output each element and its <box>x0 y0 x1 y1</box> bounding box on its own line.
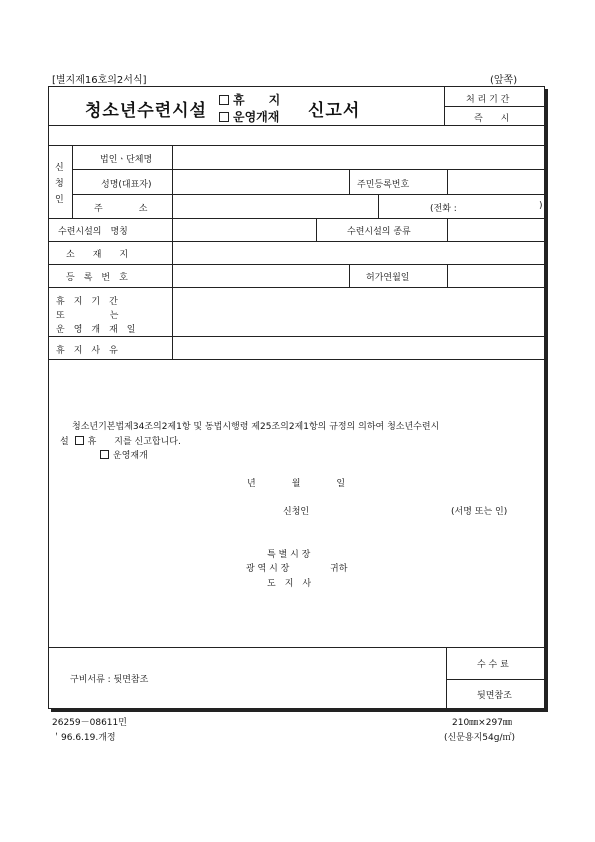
footer-revision: ＇96.6.19.개정 <box>52 733 116 743</box>
checkbox-icon[interactable] <box>75 436 84 445</box>
suspension-reason-label: 휴 지 사 유 <box>56 346 118 356</box>
phone-close: ) <box>539 201 543 211</box>
facility-name-field[interactable] <box>174 220 314 239</box>
signer-label: 신청인 <box>283 507 310 517</box>
facility-type-field[interactable] <box>449 220 543 239</box>
statement-line-2: 설 휴 지를 신고합니다. <box>60 437 181 447</box>
suspension-period-field[interactable] <box>174 289 543 334</box>
title-option-suspend[interactable]: 휴 지 <box>219 91 280 108</box>
permit-date-label: 허가연월일 <box>366 273 410 283</box>
frame-shadow-bottom <box>51 709 548 712</box>
address-label: 주 소 <box>94 204 148 214</box>
frame-shadow-right <box>545 89 548 712</box>
org-name-field[interactable] <box>174 147 543 167</box>
checkbox-icon[interactable] <box>100 450 109 459</box>
suspension-period-label: 휴 지 기 간 <box>56 297 118 307</box>
processing-period-label: 처 리 기 간 <box>466 95 510 105</box>
form-number: [별지제16호의2서식] <box>52 75 147 86</box>
paper-type: (신문용지54g/㎡) <box>444 733 515 743</box>
required-documents: 구비서류 : 뒷면참조 <box>70 675 149 685</box>
paper-size: 210㎜×297㎜ <box>452 718 512 728</box>
fee-label: 수 수 료 <box>477 660 509 670</box>
checkbox-icon[interactable] <box>219 112 229 122</box>
sign-hint: (서명 또는 인) <box>451 507 508 517</box>
fee-value: 뒷면참조 <box>477 691 512 701</box>
statement-line-3: 운영재개 <box>100 448 148 461</box>
form-title: 청소년수련시설 <box>85 101 207 121</box>
recipient-line-3: 도 지 사 <box>267 579 312 589</box>
phone-label: (전화 : <box>430 204 457 214</box>
representative-label: 성명(대표자) <box>101 180 152 190</box>
registration-number-label: 등 록 번 호 <box>66 273 128 283</box>
statement-line-1: 청소년기본법제34조의2제1항 및 동법시행령 제25조의2제1항의 규정의 의하여 청소년수련시 <box>72 422 440 432</box>
recipient-honorific: 귀하 <box>330 564 348 574</box>
org-name-label: 법인ㆍ단체명 <box>100 155 153 165</box>
footer-code: 26259－08611민 <box>52 718 127 728</box>
address-field[interactable] <box>174 196 376 216</box>
suspension-reason-field[interactable] <box>174 338 543 357</box>
checkbox-icon[interactable] <box>219 95 229 105</box>
facility-name-label: 수련시설의 명칭 <box>58 227 128 237</box>
resident-number-field[interactable] <box>449 171 543 192</box>
processing-period-value: 즉 시 <box>474 114 510 124</box>
applicant-label-2: 청 <box>55 179 64 189</box>
date-line: 년 월 일 <box>247 479 346 489</box>
title-option-resume[interactable]: 운영개재 <box>219 108 279 125</box>
location-field[interactable] <box>174 243 543 262</box>
page-side: (앞쪽) <box>490 75 518 86</box>
permit-date-field[interactable] <box>449 266 543 285</box>
resume-date-label: 운 영 개 재 일 <box>56 325 136 335</box>
facility-type-label: 수련시설의 종류 <box>347 227 411 237</box>
recipient-line-2: 광 역 시 장 <box>246 564 290 574</box>
recipient-line-1: 특 별 시 장 <box>267 550 311 560</box>
suspension-or-label: 또 는 <box>56 311 119 321</box>
representative-field[interactable] <box>174 171 347 192</box>
registration-number-field[interactable] <box>174 266 347 285</box>
applicant-label-1: 신 <box>55 163 64 173</box>
location-label: 소 재 지 <box>66 250 129 260</box>
applicant-label-3: 인 <box>55 195 64 205</box>
resident-number-label: 주민등록번호 <box>357 180 410 190</box>
form-title-suffix: 신고서 <box>308 101 361 121</box>
